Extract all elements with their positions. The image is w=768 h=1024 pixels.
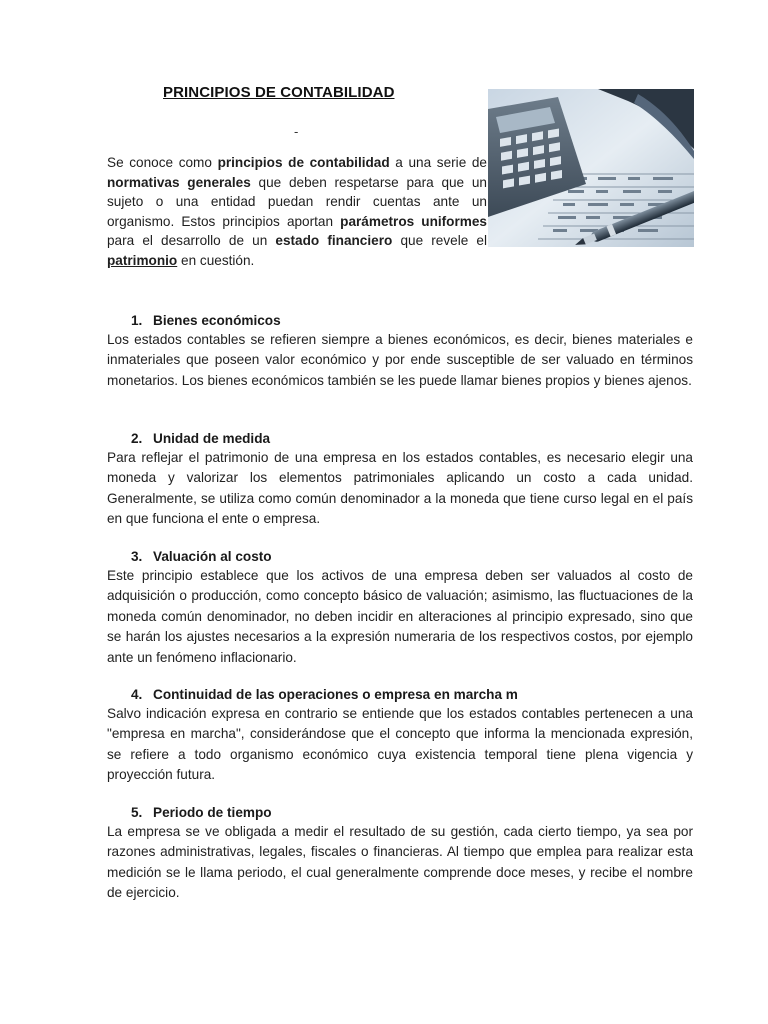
section-title: Bienes económicos [153, 313, 281, 328]
section-number: 4. [131, 687, 143, 702]
intro-text: que revele el [392, 233, 487, 249]
section-number: 1. [131, 313, 143, 328]
section-heading [107, 548, 693, 566]
section-heading [107, 686, 693, 704]
intro-bold-term: parámetros uniformes [340, 213, 487, 229]
section-body: Los estados contables se refieren siempre a bienes económicos, es decir, bienes materiales e inmateriales que poseen valor económico y por ende susceptible de ser valuado en términos monetarios. Los bienes económicos también se les puede llamar bienes propios y bienes ajenos. [107, 332, 693, 388]
intro-bold-term: estado financiero [275, 233, 393, 249]
section-continuidad-operaciones [107, 686, 693, 786]
intro-text: en cuestión. [177, 252, 255, 268]
section-title: Valuación al costo [153, 549, 272, 564]
intro-bold-term: principios de contabilidad [217, 155, 390, 170]
intro-text: para el desarrollo de un [107, 233, 276, 249]
section-number: 2. [131, 431, 143, 446]
section-heading [107, 804, 693, 822]
intro-text: a una serie de [389, 155, 487, 170]
section-heading [107, 312, 693, 330]
section-valuacion-al-costo [107, 548, 693, 668]
intro-text: que deben respetarse para que un sujeto o una entidad puedan rendir cuentas ante un organismo. Estos principios aportan [107, 174, 487, 229]
page-title: PRINCIPIOS DE CONTABILIDAD [163, 84, 395, 101]
patrimonio-link[interactable]: patrimonio [107, 252, 178, 268]
section-title: Periodo de tiempo [153, 805, 272, 820]
intro-text: Se conoce como [107, 155, 218, 170]
section-bienes-economicos [107, 312, 693, 391]
section-body: La empresa se ve obligada a medir el resultado de su gestión, cada cierto tiempo, ya sea por razones administrativas, legales, fiscales o financieras. Al tiempo que emplea para realizar esta medición se le llama periodo, el cual generalmente comprende doce meses, y recibe el nombre de ejercicio. [107, 824, 693, 901]
dash-mark: - [294, 124, 299, 139]
section-title: Unidad de medida [153, 431, 271, 446]
section-body: Este principio establece que los activos de una empresa deben ser valuados al costo de adquisición o producción, como concepto básico de valuación; asimismo, las fluctuaciones de la moneda común denominador, no deben incidir en alteraciones al principio expresado, sino que se harán los ajustes necesarios a la expresión numeraria de los respectivos costos, por ejemplo ante un fenómeno inflacionario. [107, 568, 693, 665]
section-heading [107, 430, 693, 448]
section-number: 5. [131, 805, 143, 820]
section-body: Para reflejar el patrimonio de una empresa en los estados contables, es necesario elegir una moneda y valorizar los elementos patrimoniales aplicando un costo a cada unidad. Generalmente, se utiliza como común denominador a la moneda que tiene curso legal en el país en que funciona el ente o empresa. [107, 450, 693, 527]
section-periodo-de-tiempo [107, 804, 693, 904]
section-number: 3. [131, 549, 143, 564]
section-title: Continuidad de las operaciones o empresa en marcha m [153, 687, 518, 702]
intro-paragraph [107, 153, 487, 271]
section-body: Salvo indicación expresa en contrario se entiende que los estados contables pertenecen a una "empresa en marcha", considerándose que el concepto que informa la mencionada expresión, se refiere a todo organismo económico cuya existencia temporal tiene plena vigencia y proyección futura. [107, 706, 693, 783]
section-unidad-de-medida [107, 430, 693, 530]
intro-bold-term: normativas generales [107, 174, 251, 190]
calculator-pen-photo-icon [488, 89, 694, 247]
